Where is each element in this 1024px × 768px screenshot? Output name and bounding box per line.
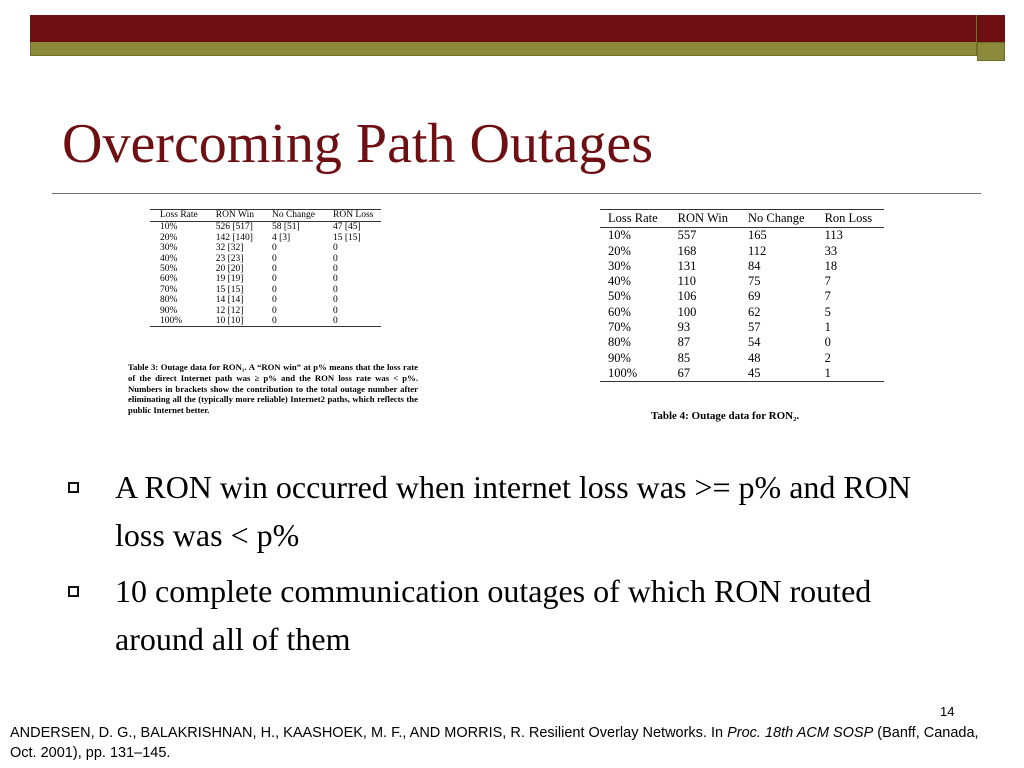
table-cell: 70% — [608, 320, 631, 335]
table-cell: 0 — [271, 274, 277, 285]
table-cell: 85 — [677, 350, 691, 365]
table-cell: 0 — [333, 243, 338, 254]
table-cell: 113 — [824, 228, 843, 243]
table-cell: 69 — [747, 289, 761, 304]
table-cell: 557 — [677, 228, 697, 243]
table-cell: 0 — [333, 253, 338, 264]
table-cell: 50% — [160, 264, 178, 275]
bullet-item — [68, 463, 968, 559]
table-cell: 54 — [747, 335, 761, 350]
table-row — [150, 295, 381, 305]
table-cell: 18 — [824, 258, 838, 273]
table-cell: 0 — [271, 284, 277, 295]
table-header-cell: No Change — [740, 210, 817, 228]
table-cell: 20% — [608, 243, 631, 258]
table-cell: 0 — [333, 305, 338, 316]
table-cell: 100% — [600, 366, 670, 382]
table4 — [600, 209, 884, 382]
table-row — [600, 335, 884, 350]
table-cell: 0 — [333, 274, 338, 285]
table-cell: 100% — [150, 316, 206, 327]
citation-details: (Banff, Canada, Oct. 2001), pp. 131–145. — [10, 725, 979, 761]
citation-footer — [10, 723, 1000, 763]
table-row — [600, 366, 884, 382]
table-cell: 80% — [160, 295, 178, 306]
table-row — [600, 244, 884, 259]
table-cell: 50% — [608, 289, 631, 304]
table-cell: 106 — [677, 289, 697, 304]
table-row — [150, 274, 381, 284]
table-row — [600, 351, 884, 366]
table-cell: 57 — [747, 320, 761, 335]
table4-container — [600, 209, 884, 382]
table-cell: 15 [15] — [215, 284, 244, 295]
table-cell: 0 — [271, 243, 277, 254]
table-cell: 14 [14] — [215, 295, 244, 306]
table-cell: 131 — [677, 258, 697, 273]
table-row — [150, 254, 381, 264]
table3 — [150, 209, 381, 327]
table-cell: 75 — [747, 274, 761, 289]
table-row — [150, 233, 381, 243]
table-cell: 0 — [333, 264, 338, 275]
table-header-cell: RON Win — [670, 210, 740, 228]
table-header-cell: Ron Loss — [817, 210, 885, 228]
table-cell: 19 [19] — [215, 274, 244, 285]
table-cell: 30% — [160, 243, 178, 254]
table-cell: 45 — [740, 366, 817, 382]
table-cell: 7 — [824, 274, 831, 289]
header-corner-olive-square — [977, 42, 1005, 61]
table-row — [600, 228, 884, 244]
title-divider — [52, 193, 981, 194]
table-cell: 15 [15] — [333, 232, 361, 243]
table-cell: 10 [10] — [206, 316, 262, 327]
table-header-cell: Loss Rate — [150, 210, 206, 222]
table-cell: 40% — [608, 274, 631, 289]
table-cell: 32 [32] — [215, 243, 244, 254]
table-cell: 0 — [323, 316, 381, 327]
table-cell: 12 [12] — [215, 305, 244, 316]
table-cell: 0 — [333, 284, 338, 295]
table-cell: 67 — [670, 366, 740, 382]
table-cell: 4 [3] — [271, 232, 291, 243]
square-bullet-icon — [68, 482, 79, 493]
citation-authors: ANDERSEN, D. G., BALAKRISHNAN, H., KAASHOEK, M. F., AND MORRIS, R. Resilient Overlay Networks. In — [10, 725, 728, 741]
table-cell: 112 — [747, 243, 767, 258]
table-cell: 168 — [677, 243, 697, 258]
slide-title: Overcoming Path Outages — [62, 113, 653, 175]
table3-caption: Table 3: Outage data for RON₁. A “RON win” at p% means that the loss rate of the direct Internet path was ≥ p% and the RON loss rate was < p%. Numbers in brackets show the contribution to the total outage number after eliminating all the (typically more reliable) Internet2 paths, which reflects the public Internet better. — [128, 362, 418, 416]
table-cell: 20 [20] — [215, 264, 244, 275]
bullet-text: 10 complete communication outages of which RON routed around all of them — [115, 573, 872, 657]
table-cell: 142 [140] — [215, 232, 253, 243]
table-cell: 60% — [160, 274, 178, 285]
bullet-item — [68, 567, 968, 663]
table-cell: 10% — [608, 228, 631, 243]
table-row — [150, 222, 381, 233]
table-cell: 90% — [160, 305, 178, 316]
table-cell: 84 — [747, 258, 761, 273]
table-row — [150, 316, 381, 327]
table-cell: 5 — [824, 304, 831, 319]
table-cell: 165 — [747, 228, 767, 243]
table-header-cell: No Change — [262, 210, 323, 222]
table-row — [600, 274, 884, 289]
table-row — [150, 264, 381, 274]
table-cell: 0 — [271, 295, 277, 306]
table-header-cell: Loss Rate — [600, 210, 670, 228]
header-corner-red-square — [977, 15, 1005, 42]
table4-caption: Table 4: Outage data for RON₂. — [651, 410, 800, 422]
table-cell: 2 — [824, 350, 831, 365]
table-cell: 0 — [271, 253, 277, 264]
table-cell: 23 [23] — [215, 253, 244, 264]
table-cell: 0 — [824, 335, 831, 350]
table-row — [600, 305, 884, 320]
header-bar-red — [30, 15, 976, 42]
table-cell: 0 — [271, 264, 277, 275]
table-cell: 100 — [677, 304, 697, 319]
bullet-list — [68, 463, 968, 671]
table-header-cell: RON Win — [206, 210, 262, 222]
table-cell: 93 — [677, 320, 691, 335]
table-cell: 0 — [271, 305, 277, 316]
table-cell: 80% — [608, 335, 631, 350]
square-bullet-icon — [68, 586, 79, 597]
table3-container — [150, 209, 425, 327]
table-cell: 526 [517] — [215, 222, 253, 233]
table-cell: 7 — [824, 289, 831, 304]
table-cell: 87 — [677, 335, 691, 350]
citation-venue: Proc. 18th ACM SOSP — [727, 725, 874, 741]
table-header-cell: RON Loss — [323, 210, 381, 222]
table-row — [600, 289, 884, 304]
table-row — [150, 243, 381, 253]
page-number: 14 — [940, 704, 955, 719]
table-cell: 60% — [608, 304, 631, 319]
table-cell: 0 — [333, 295, 338, 306]
table-row — [150, 306, 381, 316]
table-row — [600, 320, 884, 335]
table-cell: 90% — [608, 350, 631, 365]
table-cell: 33 — [824, 243, 838, 258]
table-cell: 1 — [824, 320, 831, 335]
table-row — [150, 285, 381, 295]
table-cell: 40% — [160, 253, 178, 264]
table-cell: 30% — [608, 258, 631, 273]
table-cell: 70% — [160, 284, 178, 295]
table-cell: 47 [45] — [333, 222, 361, 233]
table-cell: 1 — [817, 366, 885, 382]
table-cell: 20% — [160, 232, 178, 243]
table-cell: 0 — [262, 316, 323, 327]
table-cell: 110 — [677, 274, 696, 289]
table-cell: 62 — [747, 304, 761, 319]
table-cell: 10% — [160, 222, 178, 233]
table-cell: 48 — [747, 350, 761, 365]
table-cell: 58 [51] — [271, 222, 300, 233]
bullet-text: A RON win occurred when internet loss was >= p% and RON loss was < p% — [115, 469, 911, 553]
table-row — [600, 259, 884, 274]
